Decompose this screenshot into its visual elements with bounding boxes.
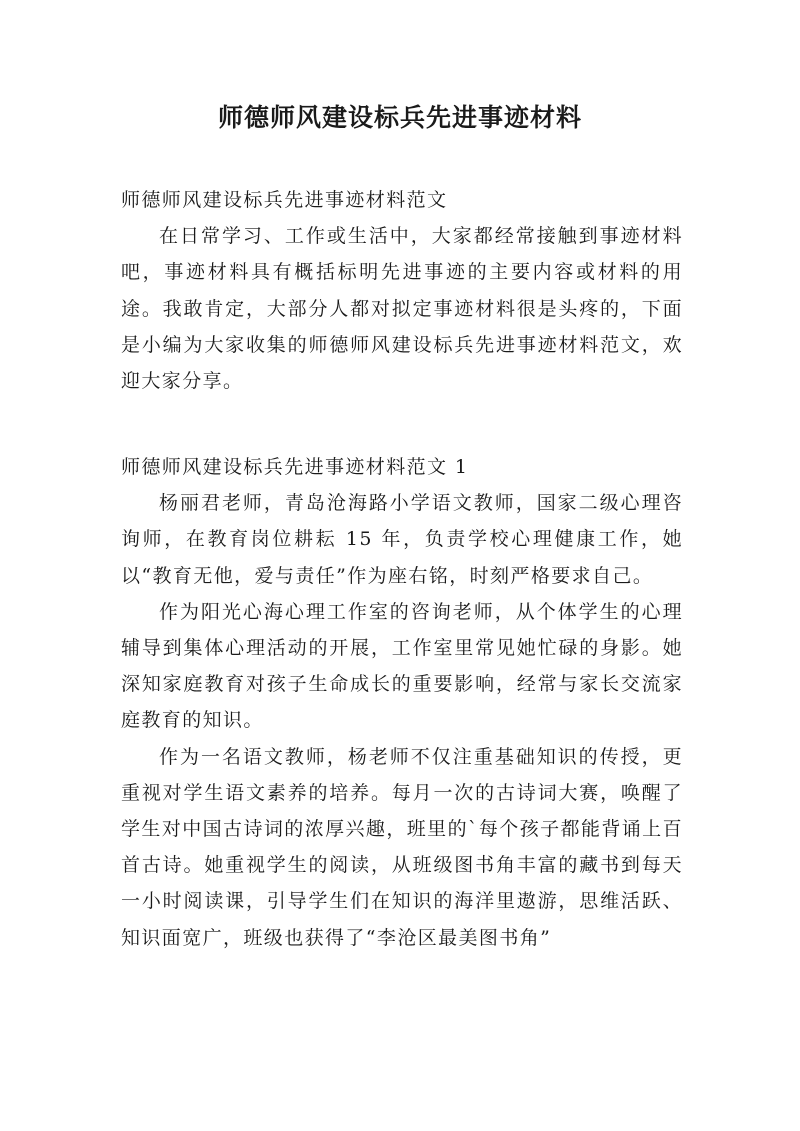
sample1-section bbox=[121, 449, 683, 956]
intro-heading: 师德师风建设标兵先进事迹材料范文 bbox=[121, 189, 448, 211]
intro-paragraph: 在日常学习、工作或生活中，大家都经常接触到事迹材料吧，事迹材料具有概括标明先进事迹的主要内容或材料的用途。我敢肯定，大部分人都对拟定事迹材料很是头疼的，下面是小编为大家收集的师德师风建设标兵先进事迹材料范文，欢迎大家分享。 bbox=[121, 225, 683, 393]
sample1-heading: 师德师风建设标兵先进事迹材料范文 1 bbox=[121, 456, 469, 478]
paragraph-2: 作为阳光心海心理工作室的咨询老师，从个体学生的心理辅导到集体心理活动的开展，工作室里常见她忙碌的身影。她深知家庭教育对孩子生命成长的重要影响，经常与家长交流家庭教育的知识。 bbox=[121, 600, 683, 732]
intro-section bbox=[121, 182, 683, 399]
paragraph-3: 作为一名语文教师，杨老师不仅注重基础知识的传授，更重视对学生语文素养的培养。每月一次的古诗词大赛，唤醒了学生对中国古诗词的浓厚兴趣，班里的`每个孩子都能背诵上百首古诗。她重视学生的阅读，从班级图书角丰富的藏书到每天一小时阅读课，引导学生们在知识的海洋里遨游，思维活跃、知识面宽广，班级也获得了“李沧区最美图书角” bbox=[121, 745, 683, 949]
paragraph-1: 杨丽君老师，青岛沧海路小学语文教师，国家二级心理咨询师，在教育岗位耕耘 15 年，负责学校心理健康工作，她以“教育无他，爱与责任”作为座右铭，时刻严格要求自己。 bbox=[121, 492, 683, 587]
document-title: 师德师风建设标兵先进事迹材料 bbox=[217, 103, 582, 132]
